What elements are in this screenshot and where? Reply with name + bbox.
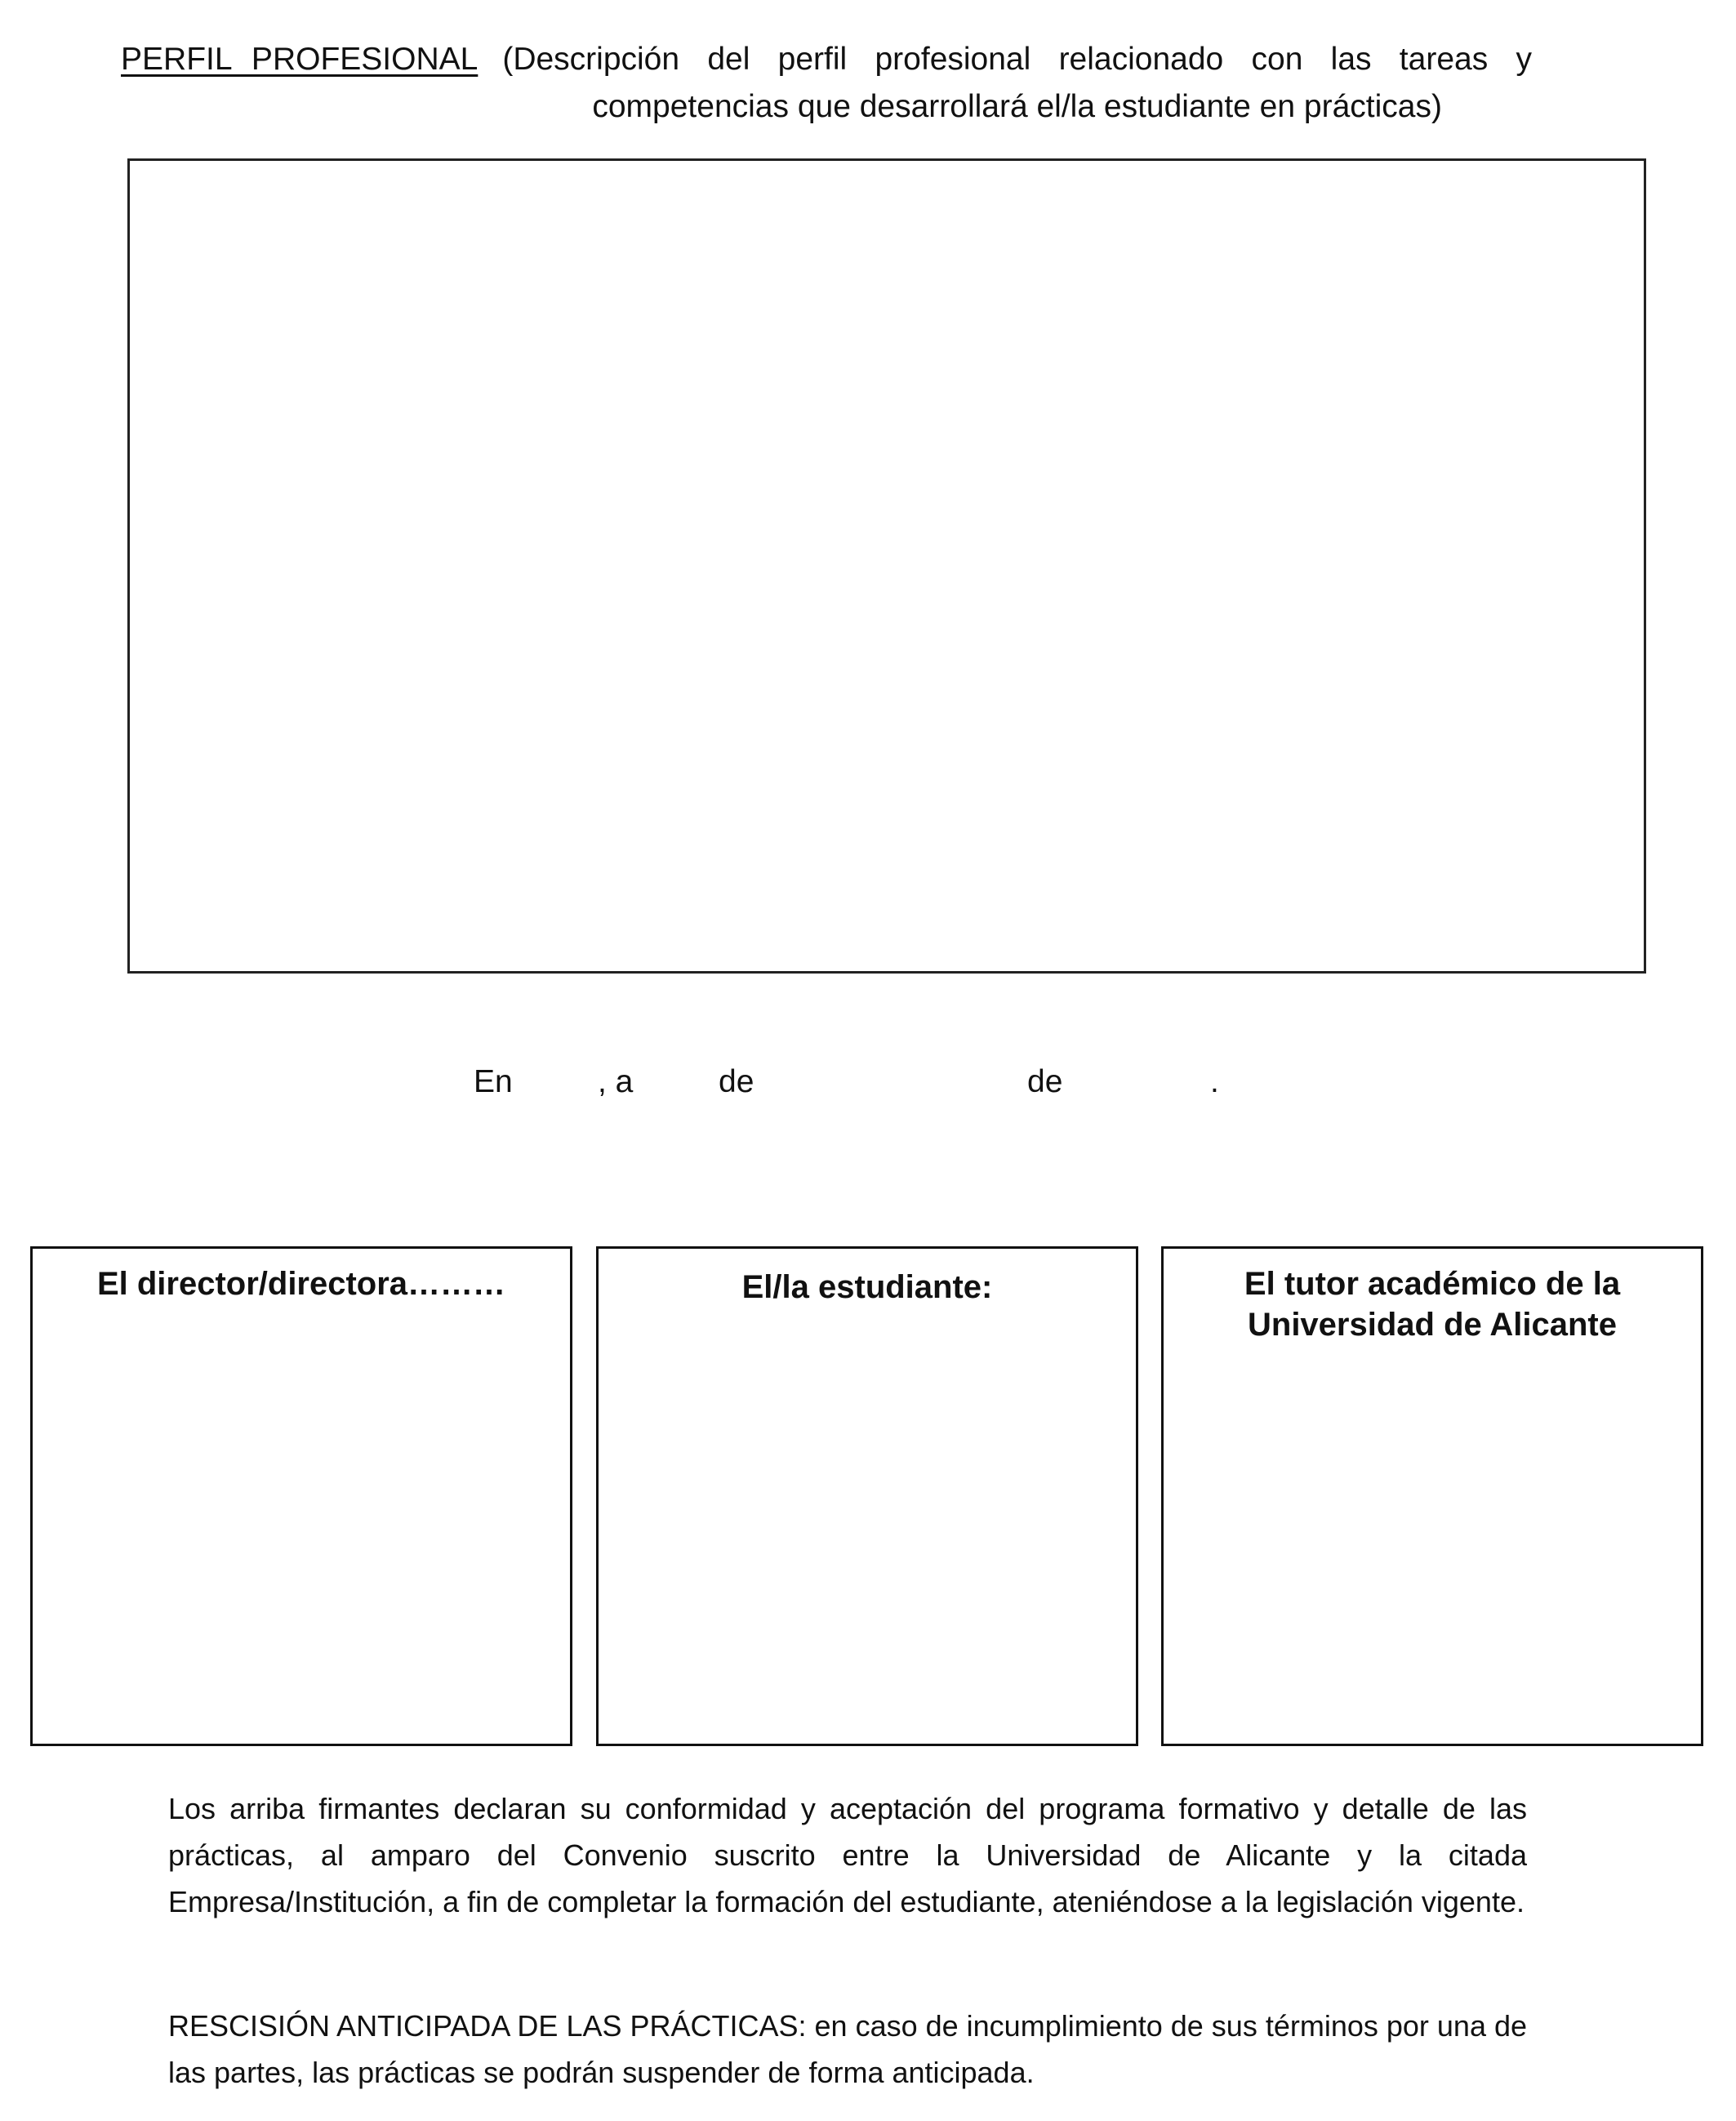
- section-title: PERFIL PROFESIONAL: [121, 42, 479, 77]
- profile-description-box[interactable]: [127, 158, 1646, 974]
- declaration-paragraph: Los arriba firmantes declaran su conformidad y aceptación del programa formativo y detalle de las prácticas, al amparo del Convenio suscrito entre la Universidad de Alicante y la citada Empresa/Institución, a fin de completar la formación del estudiante, ateniéndose a la legislación vigente.: [168, 1792, 1527, 1918]
- signature-label-director: El director/directora………: [96, 1266, 506, 1302]
- signature-label-academic-tutor: El tutor académico de la Universidad de Alicante: [1244, 1266, 1621, 1343]
- date-en-label: En: [474, 1064, 513, 1099]
- date-de-label-2: de: [1027, 1064, 1063, 1099]
- rescission-paragraph: RESCISIÓN ANTICIPADA DE LAS PRÁCTICAS: en caso de incumplimiento de sus términos por una de las partes, las prácticas se podrán suspender de forma anticipada.: [168, 2009, 1528, 2089]
- signature-box-student[interactable]: [596, 1246, 1138, 1746]
- date-period: .: [1210, 1064, 1219, 1099]
- date-de-label-1: de: [719, 1064, 754, 1099]
- section-description: (Descripción del perfil profesional relacionado con las tareas y competencias que desarrollará el/la estudiante en prácticas): [502, 42, 1532, 124]
- signature-label-student: El/la estudiante:: [741, 1269, 993, 1305]
- section-header: [121, 36, 1532, 131]
- date-comma-a-label: , a: [598, 1064, 634, 1099]
- signature-box-academic-tutor[interactable]: [1161, 1246, 1703, 1746]
- signature-box-director[interactable]: [30, 1246, 572, 1746]
